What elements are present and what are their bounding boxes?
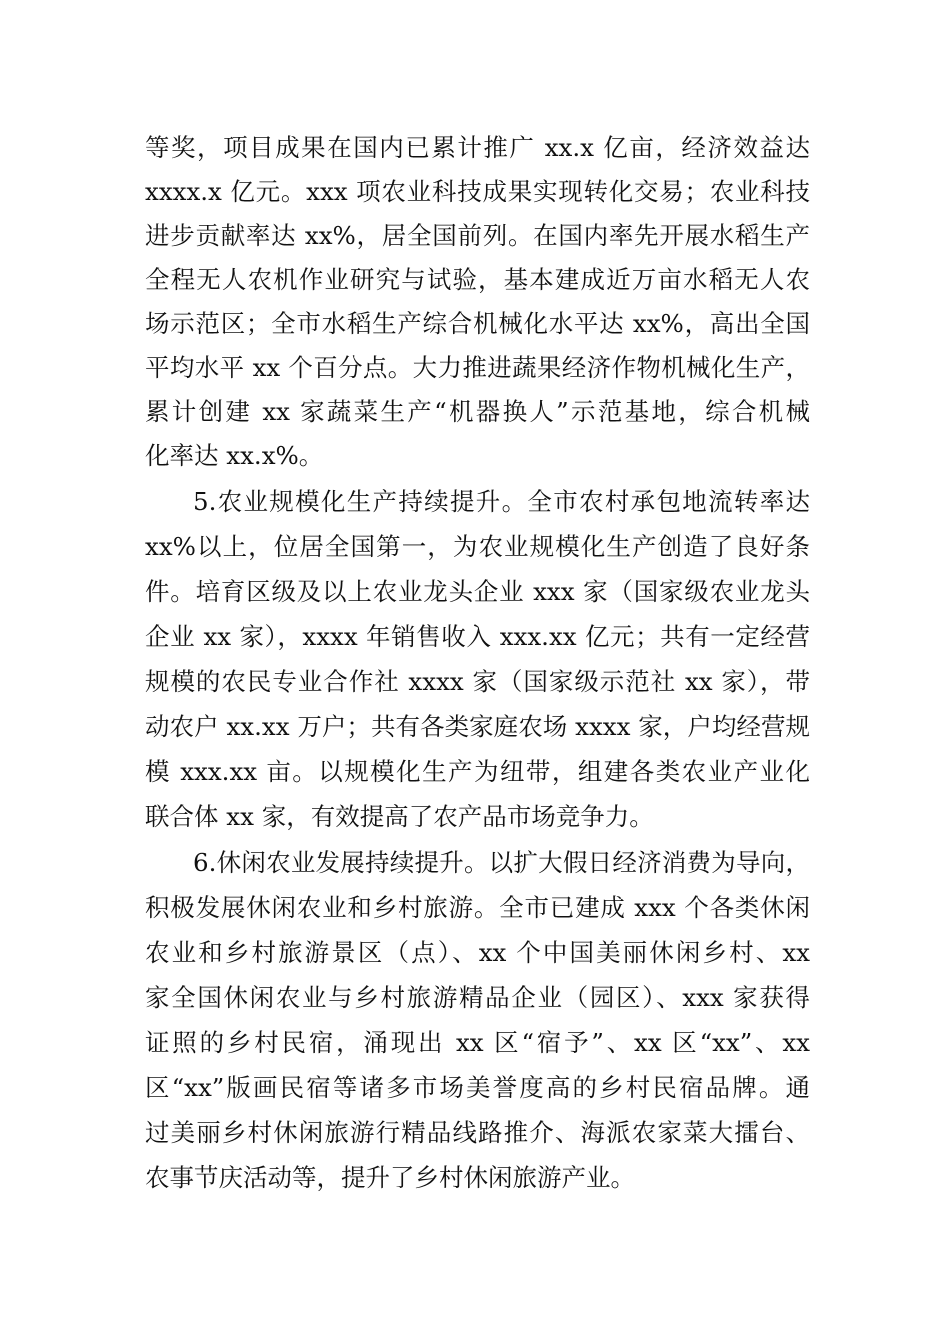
paragraph-line: 平均水平 xx 个百分点。大力推进蔬果经济作物机械化生产， [145, 353, 810, 382]
paragraph-line: 企业 xx 家），xxxx 年销售收入 xxx.xx 亿元；共有一定经营 [145, 622, 810, 651]
paragraph-line: 证照的乡村民宿，涌现出 xx 区“宿予”、xx 区“xx”、xx [145, 1028, 810, 1057]
paragraph-line: 积极发展休闲农业和乡村旅游。全市已建成 xxx 个各类休闲 [145, 893, 810, 922]
paragraph-line: xx%以上，位居全国第一，为农业规模化生产创造了良好条 [145, 532, 810, 561]
section-6-heading-line: 6.休闲农业发展持续提升。以扩大假日经济消费为导向， [193, 848, 810, 877]
paragraph-line: 场示范区；全市水稻生产综合机械化水平达 xx%，高出全国 [145, 309, 810, 338]
paragraph-line: 过美丽乡村休闲旅游行精品线路推介、海派农家菜大擂台、 [145, 1118, 810, 1147]
paragraph-line: 联合体 xx 家，有效提高了农产品市场竞争力。 [145, 802, 654, 831]
paragraph-line: 化率达 xx.x%。 [145, 441, 324, 470]
paragraph-line: 等奖，项目成果在国内已累计推广 xx.x 亿亩，经济效益达 [145, 133, 810, 162]
paragraph-line: xxxx.x 亿元。xxx 项农业科技成果实现转化交易；农业科技 [145, 177, 810, 206]
paragraph-line: 农业和乡村旅游景区（点）、xx 个中国美丽休闲乡村、xx [145, 938, 810, 967]
paragraph-line: 规模的农民专业合作社 xxxx 家（国家级示范社 xx 家），带 [145, 667, 810, 696]
paragraph-line: 动农户 xx.xx 万户；共有各类家庭农场 xxxx 家，户均经营规 [145, 712, 810, 741]
paragraph-line: 累计创建 xx 家蔬菜生产“机器换人”示范基地，综合机械 [145, 397, 810, 426]
section-5-heading-line: 5.农业规模化生产持续提升。全市农村承包地流转率达 [193, 487, 810, 516]
paragraph-line: 全程无人农机作业研究与试验，基本建成近万亩水稻无人农 [145, 265, 810, 294]
paragraph-line: 模 xxx.xx 亩。以规模化生产为纽带，组建各类农业产业化 [145, 757, 810, 786]
paragraph-line: 件。培育区级及以上农业龙头企业 xxx 家（国家级农业龙头 [145, 577, 810, 606]
paragraph-line: 区“xx”版画民宿等诸多市场美誉度高的乡村民宿品牌。通 [145, 1073, 810, 1102]
paragraph-line: 农事节庆活动等，提升了乡村休闲旅游产业。 [145, 1163, 635, 1192]
paragraph-line: 进步贡献率达 xx%，居全国前列。在国内率先开展水稻生产 [145, 221, 810, 250]
paragraph-line: 家全国休闲农业与乡村旅游精品企业（园区）、xxx 家获得 [145, 983, 810, 1012]
